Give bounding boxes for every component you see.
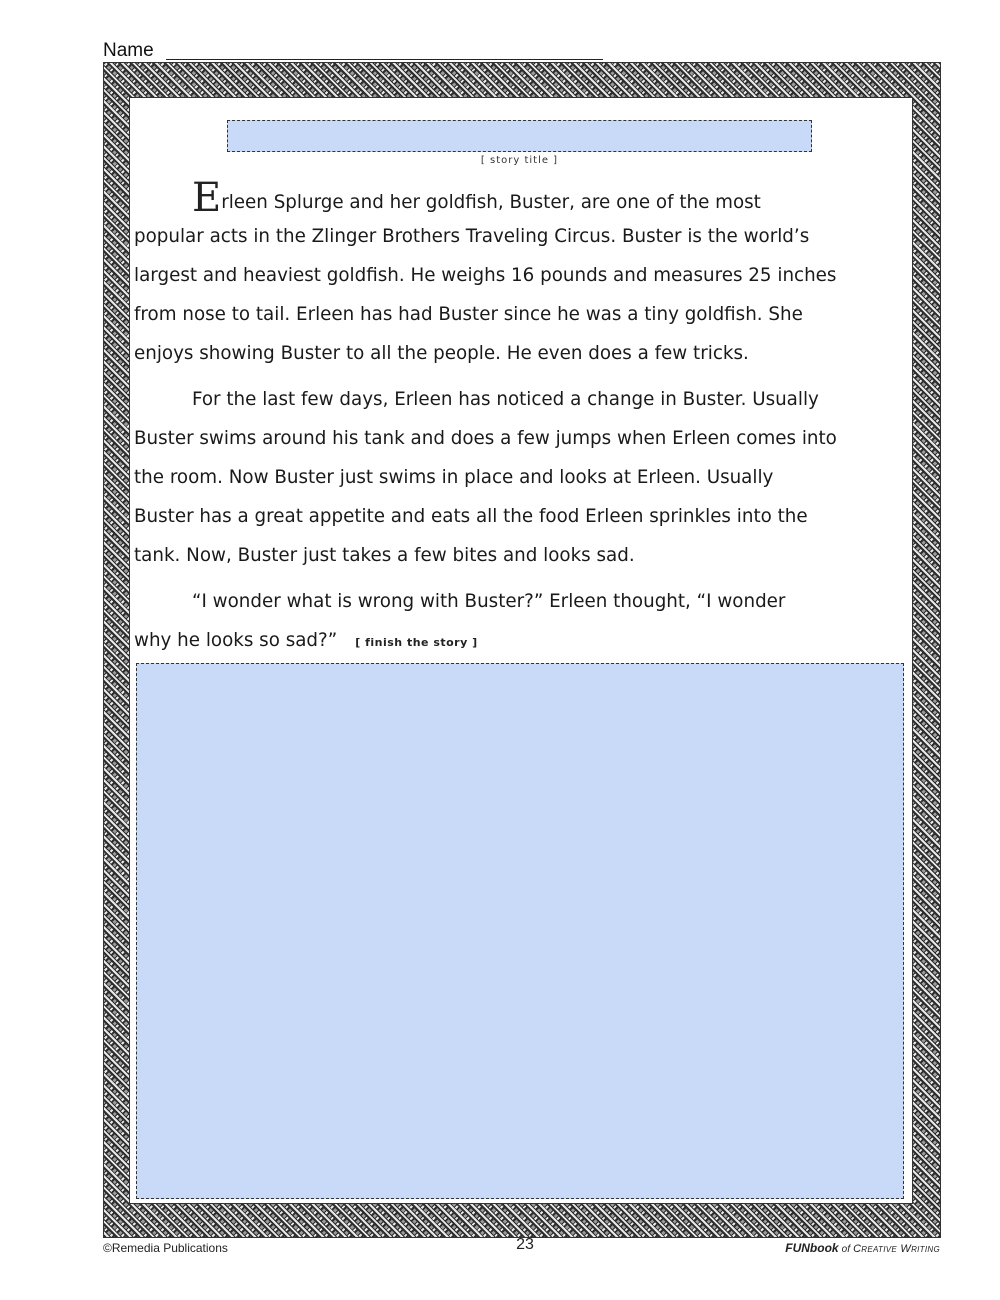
page-number: 23: [516, 1236, 534, 1253]
story-line: from nose to tail. Erleen has had Buster since he was a tiny goldfish. She: [134, 304, 803, 325]
story-line: Buster swims around his tank and does a few jumps when Erleen comes into: [134, 428, 837, 449]
paragraph-1: [134, 175, 912, 373]
paragraph-2: [134, 380, 912, 575]
name-label: Name: [103, 40, 154, 61]
story-line: largest and heaviest goldfish. He weighs 16 pounds and measures 25 inches: [134, 265, 837, 286]
book-title: [785, 1241, 940, 1255]
story-text: [134, 175, 912, 667]
worksheet-panel: [129, 97, 913, 1204]
book-subtitle: Creative Writing: [853, 1243, 940, 1255]
name-row: [103, 30, 623, 60]
story-title-box[interactable]: [227, 120, 812, 152]
story-line: the room. Now Buster just swims in place and looks at Erleen. Usually: [134, 467, 774, 488]
story-line: Buster has a great appetite and eats all the food Erleen sprinkles into the: [134, 506, 808, 527]
story-line-text: rleen Splurge and her goldfish, Buster, are one of the most: [221, 192, 761, 213]
finish-story-caption: [ finish the story ]: [355, 636, 478, 649]
story-title-caption: [ story title ]: [480, 155, 559, 166]
story-line: [134, 621, 912, 660]
finish-story-box[interactable]: [136, 663, 904, 1199]
name-line[interactable]: [166, 59, 603, 60]
story-line: For the last few days, Erleen has noticed a change in Buster. Usually: [192, 389, 819, 410]
story-line: popular acts in the Zlinger Brothers Traveling Circus. Buster is the world’s: [134, 226, 810, 247]
drop-cap: E: [192, 175, 222, 221]
book-brand: FUNbook: [785, 1241, 839, 1255]
story-line-text: why he looks so sad?”: [134, 630, 338, 651]
decorative-border: [103, 62, 941, 1238]
story-line: “I wonder what is wrong with Buster?” Erleen thought, “I wonder: [192, 591, 786, 612]
book-of: of: [841, 1244, 850, 1255]
story-line: enjoys showing Buster to all the people. He even does a few tricks.: [134, 343, 749, 364]
paragraph-3: [134, 582, 912, 660]
story-line: [134, 175, 912, 221]
story-line: tank. Now, Buster just takes a few bites and looks sad.: [134, 545, 635, 566]
publisher-credit: ©Remedia Publications: [103, 1241, 228, 1255]
